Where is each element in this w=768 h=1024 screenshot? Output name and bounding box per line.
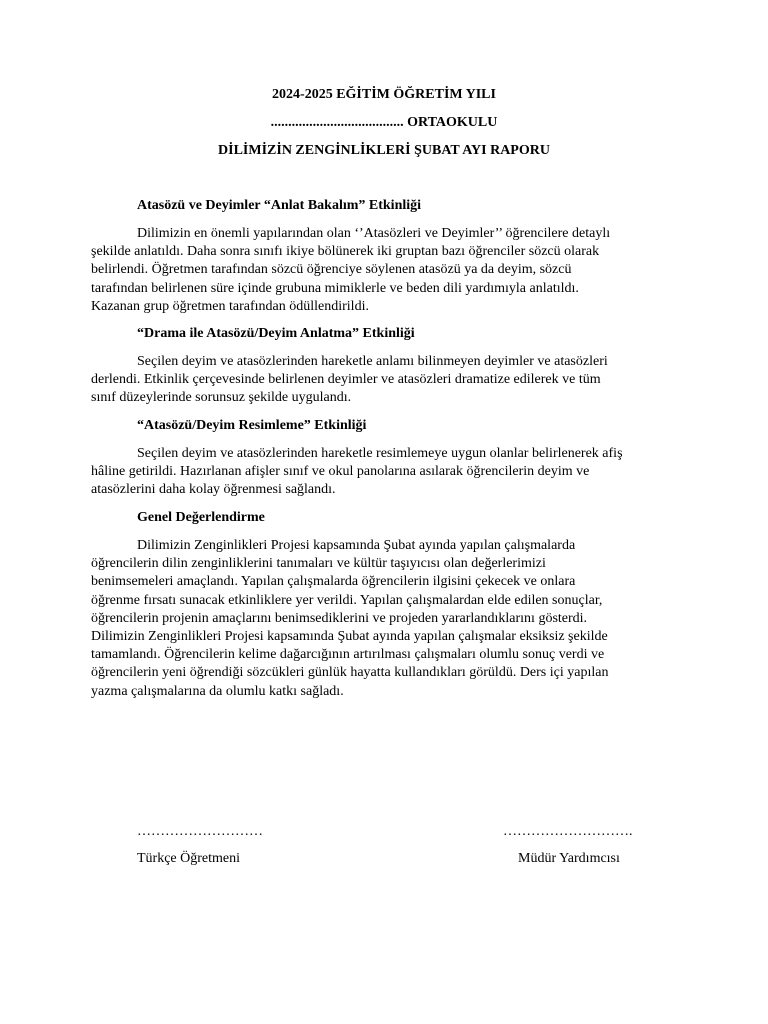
paragraph-line: hâline getirildi. Hazırlanan afişler sınıf ve okul panolarına asılarak öğrencilerin deyim ve: [91, 464, 590, 480]
report-title: DİLİMİZİN ZENGİNLİKLERİ ŞUBAT AYI RAPORU: [218, 143, 550, 158]
paragraph-line: sınıf düzeylerinde sorunsuz şekilde uygulandı.: [91, 390, 352, 406]
paragraph-line: Seçilen deyim ve atasözlerinden hareketle resimlemeye uygun olanlar belirlenerek afiş: [137, 446, 623, 461]
academic-year-heading: 2024-2025 EĞİTİM ÖĞRETİM YILI: [272, 87, 496, 102]
paragraph-line: Dilimizin Zenginlikleri Projesi kapsamında Şubat ayında yapılan çalışmalar eksiksiz şekilde: [91, 629, 608, 645]
teacher-signature-line: ………………………: [137, 824, 263, 839]
section-title-genel-degerlendirme: Genel Değerlendirme: [137, 510, 265, 525]
paragraph-line: şekilde anlatıldı. Daha sonra sınıfı ikiye bölünerek iki gruptan bazı öğrenciler sözcü olarak: [91, 244, 600, 260]
school-name-heading: ...................................... ORTAOKULU: [270, 115, 498, 130]
section-paragraph-drama: [91, 353, 677, 408]
paragraph-line: öğrenme fırsatı sunacak etkinliklere yer verildi. Yapılan çalışmalardan elde edilen sonuçlar,: [91, 592, 603, 608]
vice-principal-signature-line: ……………………….: [503, 824, 633, 839]
paragraph-line: belirlendi. Öğretmen tarafından sözcü öğrenciye söylenen atasözü ya da deyim, sözcü: [91, 262, 572, 278]
paragraph-line: Dilimizin Zenginlikleri Projesi kapsamında Şubat ayında yapılan çalışmalarda: [137, 538, 576, 553]
vice-principal-role-label: Müdür Yardımcısı: [518, 851, 620, 866]
paragraph-line: öğrencilerin yeni öğrendiği sözcükleri günlük hayatta kullandıkları görüldü. Ders içi yapılan: [91, 665, 609, 681]
section-paragraph-resimleme: [91, 445, 677, 500]
paragraph-line: öğrencilerin dilin zenginliklerini tanımaları ve kültür taşıyıcısı olan değerlerimizi: [91, 556, 546, 572]
paragraph-line: yazma çalışmalarına da olumlu katkı sağladı.: [91, 683, 344, 699]
section-title-anlat-bakalim: Atasözü ve Deyimler “Anlat Bakalım” Etkinliği: [137, 198, 422, 213]
paragraph-line: tarafından belirlenen süre içinde grubuna mimiklerle ve beden dili yardımıyla anlatıldı.: [91, 280, 579, 296]
paragraph-line: tamamlandı. Öğrencilerin kelime dağarcığının artırılması çalışmaları olumlu sonuç verdi ve: [91, 647, 605, 663]
section-title-drama: “Drama ile Atasözü/Deyim Anlatma” Etkinliği: [137, 326, 415, 341]
section-paragraph-anlat-bakalim: [91, 225, 677, 316]
paragraph-line: benimsemeleri amaçlandı. Yapılan çalışmalarda öğrencilerin ilgisini çekecek ve onlara: [91, 574, 576, 590]
paragraph-line: öğrencilerin projenin amaçlarını benimsediklerini ve projeden yararlandıklarını gösterdi.: [91, 610, 588, 626]
paragraph-line: Kazanan grup öğretmen tarafından ödüllendirildi.: [91, 298, 369, 314]
paragraph-line: atasözlerini daha kolay öğrenmesi sağlandı.: [91, 482, 336, 498]
paragraph-line: Dilimizin en önemli yapılarından olan ‘’Atasözleri ve Deyimler’’ öğrencilere detaylı: [137, 226, 611, 241]
section-paragraph-genel-degerlendirme: [91, 537, 677, 701]
section-title-resimleme: “Atasözü/Deyim Resimleme” Etkinliği: [137, 418, 367, 433]
paragraph-line: derlendi. Etkinlik çerçevesinde belirlenen deyimler ve atasözleri dramatize edilerek ve tüm: [91, 372, 601, 388]
teacher-role-label: Türkçe Öğretmeni: [137, 851, 241, 866]
paragraph-line: Seçilen deyim ve atasözlerinden hareketle anlamı bilinmeyen deyimler ve atasözleri: [137, 354, 608, 369]
